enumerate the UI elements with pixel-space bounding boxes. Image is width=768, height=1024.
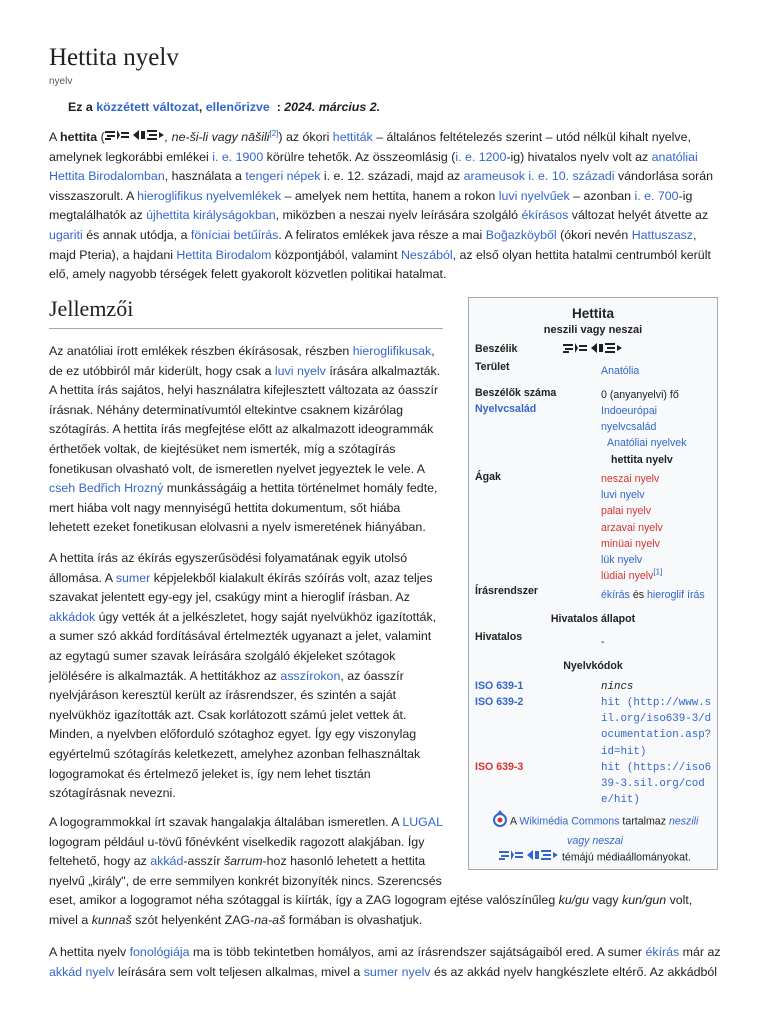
text: fonetikusan olvasható volt, de ismeretlen nyelvet jegyeztek le vele. A	[49, 461, 426, 476]
section-heading-jellemzoi: Jellemzői	[49, 296, 443, 329]
text: szótagírásnak nevezni.	[49, 786, 176, 801]
link-ie700[interactable]: i. e. 700	[634, 188, 679, 203]
text: nyelvjáráson keresztül került az írásrendszer, és szintén a saját	[49, 688, 397, 703]
link-neszabol[interactable]: Neszából	[400, 247, 453, 262]
infobox-title: Hettita	[571, 306, 614, 321]
ref-1[interactable]: [1]	[653, 567, 663, 577]
link-nyelvcsalad-2[interactable]: nyelvcsalád	[601, 421, 657, 434]
link-ugariti[interactable]: ugariti	[49, 228, 83, 243]
text: , miközben a neszai nyelv leírására szolgáló	[275, 208, 522, 223]
link-ludiai[interactable]: lüdiai nyelv	[601, 570, 654, 583]
text: a sumer szó akkád fordításával értelmezték ugyanazt a jelet, valamint	[49, 629, 432, 644]
text: Az anatóliai írott emlékek részben ékírásosak, részben	[49, 344, 353, 358]
text: változat helyét átvette az	[568, 208, 709, 223]
language-infobox	[468, 297, 718, 870]
link-iso3-code[interactable]: hit (https://iso6	[601, 762, 712, 774]
cuneiform-glyphs	[499, 849, 559, 866]
link-minuai[interactable]: minüai nyelv	[601, 537, 660, 550]
intro-line	[49, 167, 719, 187]
text: Minden, a nyelvben előforduló szótaghoz egyet. Így egy viszonylag	[49, 727, 417, 742]
text: (	[97, 130, 105, 145]
link-ekiras[interactable]: ékírás	[645, 945, 680, 959]
link-luvi-nyelv[interactable]: luvi nyelv	[274, 363, 326, 378]
link-ie10[interactable]: i. e. 10. századi	[528, 169, 615, 184]
text: logogram például u-tövű főnévként viselkedik ragozott alakjában. Így	[49, 834, 425, 849]
link-vagy-neszai[interactable]: vagy neszai	[567, 835, 623, 847]
label: Beszélők száma	[475, 387, 557, 399]
text: mivel a	[49, 912, 92, 927]
text: na-aš	[254, 912, 286, 927]
link-iso2-code[interactable]: id=hit)	[601, 745, 647, 758]
text: eset, amikor a logogramot néha szótaggal is kiírták, így a ZAG logogram ejtése valószínűleg	[49, 893, 559, 908]
intro-line	[49, 206, 719, 226]
text: kunnaš	[91, 912, 132, 927]
bold-term: hettita	[60, 130, 98, 145]
text: i. e. 12. századi, majd az	[320, 169, 464, 184]
link-tengeri-nepek[interactable]: tengeri népek	[245, 169, 321, 184]
text: írására alkalmazták.	[325, 363, 441, 378]
text: már az	[679, 945, 721, 959]
link-hieroglifikus[interactable]: hieroglifikus nyelvemlékek	[137, 188, 282, 203]
link-indoeuropai[interactable]: Indoeurópai	[601, 405, 657, 417]
text: nyelvű „király", de erre semmilyen konkrét bizonyíték nincs. Szerencsés	[49, 873, 442, 888]
text: témájú médiaállományokat.	[559, 851, 691, 864]
text: központjából, valamint	[271, 247, 401, 262]
label: Írásrendszer	[475, 585, 539, 597]
link-iso3[interactable]: ISO 639-3	[475, 761, 524, 773]
value-hettita-nyelv: hettita nyelv	[611, 453, 673, 466]
link-iso2-code[interactable]: hit (http://www.s	[601, 697, 712, 709]
value: -	[601, 636, 605, 648]
text: egyértelmű szótagírás keletkezett, amelyhez azonban felhasználtak	[49, 746, 421, 761]
text: amelynek legkorábbi emlékei	[49, 149, 213, 164]
link-iso3-code[interactable]: 39-3.sil.org/cod	[601, 778, 705, 791]
text: – azonban	[569, 188, 635, 203]
link-ekirasos[interactable]: ékírásos	[521, 208, 569, 223]
page-subtitle: nyelv	[49, 76, 73, 87]
text: és	[632, 589, 645, 601]
text: -ig) hivatalos nyelv volt az	[506, 149, 652, 164]
link-hrozny[interactable]: Bedřich Hrozný	[78, 481, 164, 496]
text: -asszír	[183, 854, 224, 869]
value	[601, 695, 711, 760]
text: A hettita írás az ékírás egyszerűsödési folyamatának egyik utolsó	[49, 551, 408, 565]
link-sumer-nyelv[interactable]: sumer nyelv	[363, 964, 431, 979]
text: lehetett ezeket fonetikusan elolvasni a nyelv ismeretének hiányában.	[49, 520, 426, 535]
text: nāšili	[241, 130, 270, 145]
infobox-subtitle: neszili vagy neszai	[543, 324, 643, 336]
link-ie1900[interactable]: i. e. 1900	[212, 149, 264, 164]
text: és annak utódja, a	[82, 228, 191, 243]
link-asszirokon[interactable]: asszírokon	[280, 668, 341, 683]
link-akkad[interactable]: akkád	[150, 854, 184, 869]
intro-line: elő, amely nagyobb térségek felett gyakorolt közvetlen politikai hatalmat.	[49, 267, 447, 282]
review-notice	[68, 100, 380, 114]
link-akkadok[interactable]: akkádok	[49, 609, 96, 624]
paragraph-4	[49, 943, 739, 982]
value	[601, 403, 687, 468]
text: ,	[693, 228, 697, 243]
link-ujhettita[interactable]: újhettita királyságokban	[146, 208, 276, 223]
value: nincs	[601, 681, 634, 693]
notice-prefix: Ez a	[68, 100, 93, 114]
link-neszai[interactable]: neszai nyelv	[601, 473, 660, 485]
text: ,	[431, 344, 435, 358]
text: . A feliratos emlékek java része a mai	[278, 228, 486, 243]
text: munkásságáig a hettita történelmet homály fedte,	[163, 481, 438, 496]
link-akkad-nyelv[interactable]: akkád nyelv	[49, 964, 115, 979]
link-palai[interactable]: palai nyelv	[601, 505, 652, 518]
value	[601, 471, 663, 584]
link-neszili[interactable]: neszili	[668, 815, 699, 828]
notice-colon: :	[276, 100, 281, 114]
text: tartalmaz	[619, 815, 669, 828]
link-bogazkoy[interactable]: Boğazköyből	[485, 228, 557, 243]
text: mert hiába volt nagy mennyiségű hettita dokumentum, sőt hiába	[49, 500, 401, 515]
text: -hoz hasonló lehetett a hettita	[262, 854, 426, 869]
link-lugal[interactable]: LUGAL	[402, 815, 443, 829]
link-arameusok[interactable]: arameusok	[463, 169, 525, 184]
text: , az óasszír	[340, 668, 404, 683]
link-sumer[interactable]: sumer	[115, 570, 151, 585]
value	[601, 760, 711, 809]
text: szavakat jelentett egy-egy jel, csakúgy mint a hieroglif írásban. Az	[49, 590, 410, 605]
text: logogramokat és értelmező jeleket is, így nem lehet tisztán	[49, 766, 371, 781]
intro-line	[49, 148, 719, 168]
link-iso3-code[interactable]: e/hit)	[601, 794, 640, 807]
link-ekiras-ib[interactable]: ékírás	[601, 589, 630, 601]
intro-paragraph	[49, 128, 719, 285]
label: Terület	[475, 361, 510, 373]
text: majd Pteria), a hajdani	[49, 247, 177, 262]
link-iso2[interactable]: ISO 639-2	[475, 696, 524, 708]
text: megtalálhatók az	[49, 208, 147, 223]
text: A	[509, 815, 520, 828]
notice-date: 2024. március 2.	[284, 100, 381, 114]
text: A hettita nyelv	[49, 945, 130, 959]
published-version-link[interactable]: közzétett változat	[96, 100, 199, 114]
text: feltehető, hogy az	[49, 854, 151, 869]
section-hivatalos: Hivatalos állapot	[550, 613, 636, 625]
commons-notice	[477, 810, 713, 866]
paragraph-2	[49, 549, 449, 804]
cuneiform-glyphs	[105, 128, 165, 148]
link-luvi-ag[interactable]: luvi nyelv	[601, 489, 645, 502]
text: de ez utóbbiról már kiderült, hogy csak a	[49, 363, 275, 378]
text: ku/gu	[558, 893, 589, 908]
text: ma is több tekintetben homályos, ami az írásrendszer sajátságaiból ered. A sumer	[189, 945, 646, 959]
text: , az első olyan hettita hatalmi centrumból került	[452, 247, 711, 262]
text: A	[49, 130, 61, 145]
intro-line	[49, 246, 719, 266]
text: körülre tehetők. Az összeomlásig (	[263, 149, 456, 164]
section-nyelvkodok: Nyelvkódok	[563, 660, 623, 672]
label: Beszélik	[475, 343, 518, 355]
link-luvi[interactable]: luvi nyelvűek	[498, 188, 570, 203]
link-iso2-code[interactable]: ocumentation.asp?	[601, 729, 712, 742]
text: (ókori nevén	[556, 228, 632, 243]
link-hieroglifikusak[interactable]: hieroglifikusak	[352, 344, 432, 358]
text: állomása. A	[49, 570, 116, 585]
link-foniciai[interactable]: föníciai betűírás	[190, 228, 279, 243]
text: , használata a	[164, 169, 246, 184]
text: A logogrammokkal írt szavak hangalakja általában ismeretlen. A	[49, 815, 403, 829]
link-hettita-birodalom-2[interactable]: Hettita Birodalom	[176, 247, 272, 262]
text: szót helyenként ZAG-	[131, 912, 255, 927]
page-title: Hettita nyelv	[49, 44, 179, 71]
text: az egytagú sumer szavak leírására szolgáló ékjeleket szótagok	[49, 648, 396, 663]
text: vagy	[588, 893, 623, 908]
link-hettita-birodalom[interactable]: Hettita Birodalomban	[49, 169, 165, 184]
link-anatolia[interactable]: Anatólia	[601, 365, 640, 377]
text: és az akkád nyelv hangkészlete eltérő. Az akkádból	[430, 964, 718, 979]
value	[601, 587, 705, 603]
text: -ig	[678, 188, 693, 203]
text: volt,	[666, 893, 693, 908]
intro-line	[49, 187, 719, 207]
text: kun/gun	[622, 893, 667, 908]
text: szótagírás. A hettita írás megfejtése előtt az alkalmazott ideogrammák	[49, 422, 434, 437]
link-arzavai[interactable]: arzavai nyelv	[601, 521, 663, 534]
value: 0 (anyanyelvi) fő	[601, 389, 679, 401]
text: formában is olvashatjuk.	[285, 912, 423, 927]
text: – amelyek nem hettita, hanem a rokon	[281, 188, 499, 203]
link-fonologia[interactable]: fonológiája	[129, 945, 190, 959]
text: érthetőek voltak, de kiejtésüket nem ismerték, míg a szótagírás	[49, 441, 396, 456]
text: leírására sem volt teljesen alkalmas, mivel a	[114, 964, 364, 979]
text: jelölésére is alkalmazták. A hettitákhoz az	[49, 668, 281, 683]
text: , ne-ši-li vagy	[164, 130, 242, 145]
cuneiform-glyphs	[563, 342, 623, 359]
link-commons[interactable]: Wikimédia Commons	[519, 815, 620, 828]
intro-line	[49, 226, 719, 246]
text: írásnak. Néhány determinatívumtól eltekintve csaknem kizárólag	[49, 402, 403, 417]
notice-comma: ,	[198, 100, 203, 114]
link-ie1200[interactable]: i. e. 1200	[455, 149, 507, 164]
text: A hettita írás sajátos, helyi használatra kifejlesztett változata az óasszír	[49, 383, 439, 398]
text: úgy vették át a jelkészletet, hogy saját nyelvükhöz igazították,	[95, 609, 437, 624]
label: Hivatalos	[475, 631, 523, 643]
paragraph-1	[49, 342, 449, 538]
link-anatoliai-nyelvek[interactable]: Anatóliai nyelvek	[607, 437, 687, 450]
link-iso2-code[interactable]: il.org/iso639-3/d	[601, 713, 712, 726]
link-cseh[interactable]: cseh	[49, 481, 76, 496]
link-nyelvcsalad[interactable]: Nyelvcsalád	[475, 403, 537, 415]
link-hettitak[interactable]: hettiták	[332, 130, 373, 145]
link-hattuszasz[interactable]: Hattuszasz	[631, 228, 694, 243]
text: šarrum	[223, 854, 263, 869]
reviewed-link[interactable]: ellenőrizve	[205, 100, 270, 114]
text: vándorlása során	[614, 169, 713, 184]
text: képjelekből kialakult ékírás szóírás volt, azaz teljes	[150, 570, 433, 585]
text: ) az ókori	[278, 130, 333, 145]
link-hieroglif[interactable]: hieroglif írás	[646, 589, 705, 601]
text: visszaszorult. A	[49, 188, 138, 203]
link-luk[interactable]: lük nyelv	[601, 554, 643, 567]
label: Ágak	[475, 471, 501, 483]
text: nyelvükhöz igazították azt. Csak korlátozott számú jelet vettek át.	[49, 707, 407, 722]
link-iso1[interactable]: ISO 639-1	[475, 680, 524, 692]
text: – általános feltételezés szerint – utód nélkül kihalt nyelve,	[372, 130, 691, 145]
commons-logo-icon	[492, 810, 508, 833]
ref-2[interactable]: [2]	[269, 128, 279, 138]
link-anatoliai[interactable]: anatóliai	[651, 149, 698, 164]
intro-line	[49, 128, 719, 148]
